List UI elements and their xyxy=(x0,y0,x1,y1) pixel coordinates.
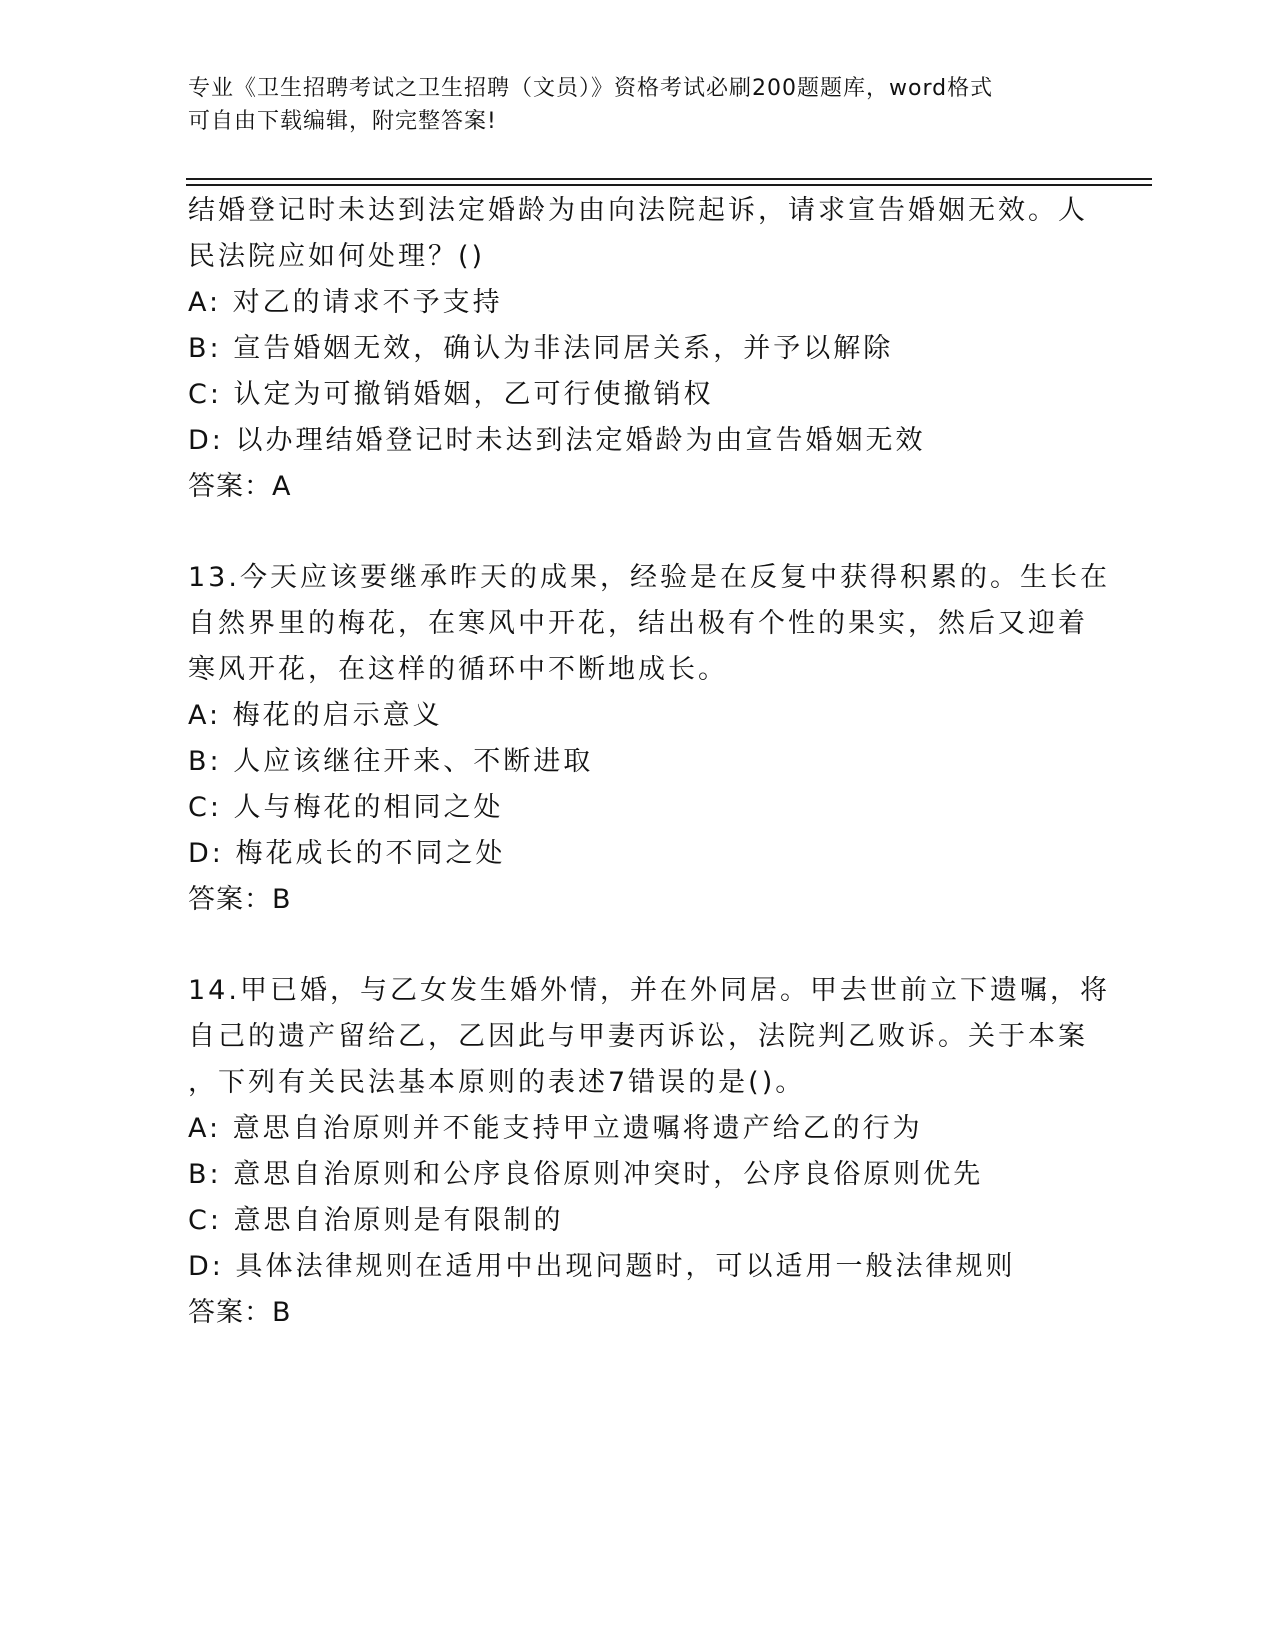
question-text-line: 自己的遗产留给乙，乙因此与甲妻丙诉讼，法院判乙败诉。关于本案 xyxy=(188,1021,1088,1052)
option-d: D: 具体法律规则在适用中出现问题时，可以适用一般法律规则 xyxy=(188,1251,1016,1282)
option-c: C: 意思自治原则是有限制的 xyxy=(188,1205,564,1236)
spacer xyxy=(188,510,1088,555)
question-text-line: 13.今天应该要继承昨天的成果，经验是在反复中获得积累的。生长在 xyxy=(188,562,1110,593)
question-12 xyxy=(188,188,1088,510)
option-c: C: 人与梅花的相同之处 xyxy=(188,792,504,823)
question-text-line: 14.甲已婚，与乙女发生婚外情，并在外同居。甲去世前立下遗嘱，将 xyxy=(188,975,1110,1006)
option-c: C: 认定为可撤销婚姻，乙可行使撤销权 xyxy=(188,379,714,410)
option-d: D: 梅花成长的不同之处 xyxy=(188,838,506,869)
answer: 答案：B xyxy=(188,1297,292,1328)
document-body xyxy=(188,188,1110,1336)
option-b: B: 宣告婚姻无效，确认为非法同居关系，并予以解除 xyxy=(188,333,894,364)
option-a: A: 意思自治原则并不能支持甲立遗嘱将遗产给乙的行为 xyxy=(188,1113,923,1144)
option-b: B: 意思自治原则和公序良俗原则冲突时，公序良俗原则优先 xyxy=(188,1159,984,1190)
question-text-line: ，下列有关民法基本原则的表述7错误的是()。 xyxy=(188,1067,806,1098)
question-13 xyxy=(188,555,1110,923)
option-d: D: 以办理结婚登记时未达到法定婚龄为由宣告婚姻无效 xyxy=(188,425,926,456)
question-text-line: 寒风开花，在这样的循环中不断地成长。 xyxy=(188,654,728,685)
answer: 答案：B xyxy=(188,884,292,915)
option-b: B: 人应该继往开来、不断进取 xyxy=(188,746,594,777)
header-line-2: 可自由下载编辑，附完整答案! xyxy=(188,109,497,134)
header-line-1: 专业《卫生招聘考试之卫生招聘（文员）》资格考试必刷200题题库，word格式 xyxy=(188,76,994,101)
option-a: A: 梅花的启示意义 xyxy=(188,700,443,731)
question-text-line: 民法院应如何处理？() xyxy=(188,241,486,272)
question-text-line: 结婚登记时未达到法定婚龄为由向法院起诉，请求宣告婚姻无效。人 xyxy=(188,195,1088,226)
option-a: A: 对乙的请求不予支持 xyxy=(188,287,503,318)
spacer xyxy=(188,923,1088,968)
header-rule-top xyxy=(186,178,1152,180)
question-text-line: 自然界里的梅花，在寒风中开花，结出极有个性的果实，然后又迎着 xyxy=(188,608,1088,639)
answer: 答案：A xyxy=(188,471,292,502)
header-rule-bottom xyxy=(186,184,1152,186)
question-14 xyxy=(188,968,1110,1336)
document-header xyxy=(188,72,1088,138)
